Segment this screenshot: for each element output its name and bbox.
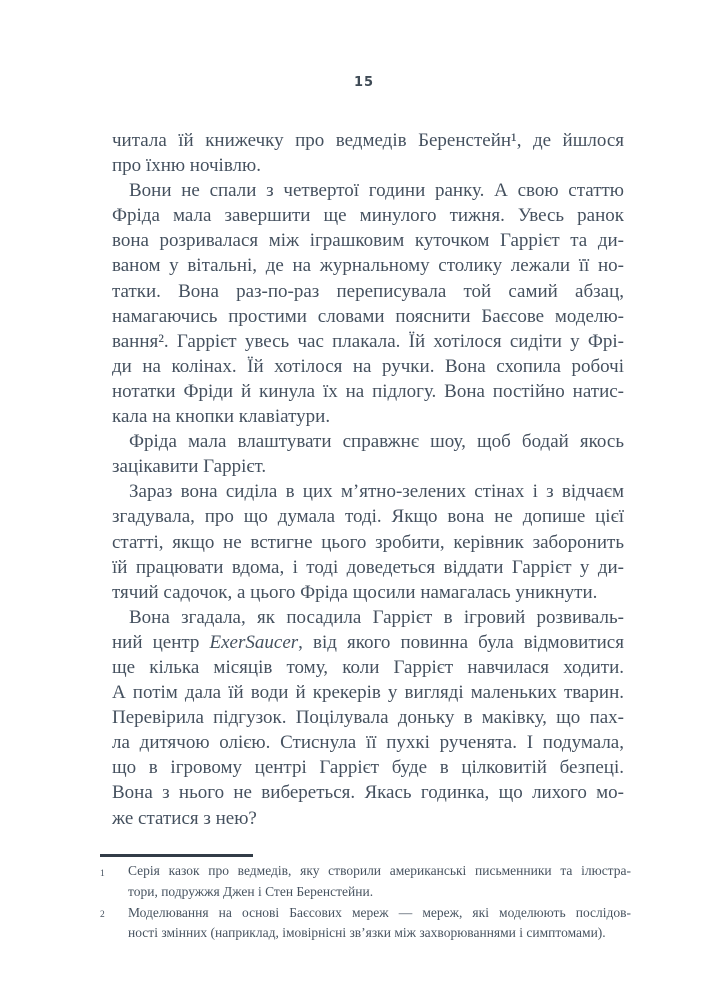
text-line: читала їй книжечку про ведмедів Беренстейн¹, де йшлося bbox=[112, 130, 624, 151]
text-line: А потім дала їй води й крекерів у вигляді маленьких тварин. bbox=[112, 682, 624, 704]
footnote-line: Моделювання на основі Баєсових мереж — мереж, які моделюють послідов- bbox=[128, 904, 631, 920]
footnote-line: ності змінних (наприклад, імовірнісні зв’язки між захворюваннями і симптомами). bbox=[128, 925, 606, 941]
text-line: ла дитячою олією. Стиснула її пухкі рученята. І подумала, bbox=[112, 732, 624, 754]
text-line: Зараз вона сиділа в цих м’ятно-зелених стінах і з відчаєм bbox=[129, 481, 624, 503]
text-line: Вона з нього не вибереться. Якась годинка, що лихого мо- bbox=[112, 782, 624, 804]
text-line: Фріда мала завершити ще минулого тижня. Увесь ранок bbox=[112, 205, 624, 227]
text-line: нотатки Фріди й кинула їх на підлогу. Вона постійно натис- bbox=[112, 380, 624, 402]
footnote-marker: 1 bbox=[100, 868, 105, 879]
text-line: Вона згадала, як посадила Гаррієт в ігровий розвиваль- bbox=[129, 606, 624, 628]
text-line: Фріда мала влаштувати справжнє шоу, щоб бодай якось bbox=[129, 431, 624, 453]
text-line: згадувала, про що думала тоді. Якщо вона не допише цієї bbox=[112, 506, 624, 528]
text-line: Вони не спали з четвертої години ранку. А свою статтю bbox=[129, 180, 624, 202]
text-line: статті, якщо не встигне цього зробити, керівник заборонить bbox=[112, 531, 624, 553]
page-number: 15 bbox=[353, 75, 375, 90]
text-line: зацікавити Гаррієт. bbox=[112, 456, 267, 478]
footnote bbox=[100, 903, 631, 945]
text-line: тячий садочок, а цього Фріда щосили намагалась уникнути. bbox=[112, 581, 598, 603]
footnote-text bbox=[128, 903, 631, 945]
text-line: Перевірила підгузок. Поцілувала доньку в маківку, що пах- bbox=[112, 707, 624, 729]
footnote-line: тори, подружжя Джен і Стен Беренстейни. bbox=[128, 883, 374, 899]
text-line: кала на кнопки клавіатури. bbox=[112, 406, 331, 428]
text-line: ди на колінах. Їй хотілося на ручки. Вона схопила робочі bbox=[112, 355, 624, 377]
text-line: вона розривалася між іграшковим куточком Гаррієт та ди- bbox=[112, 230, 624, 252]
footnote-separator bbox=[100, 854, 253, 857]
text-line: же статися з нею? bbox=[112, 807, 257, 829]
text-line: татки. Вона раз-по-раз переписувала той самий абзац, bbox=[112, 280, 624, 302]
text-line: ний центр ExerSaucer, від якого повинна була відмовитися bbox=[112, 631, 624, 653]
text-line: ще кілька місяців тому, коли Гаррієт навчилася ходити. bbox=[112, 656, 624, 678]
footnote-text bbox=[128, 861, 631, 903]
text-line: про їхню ночівлю. bbox=[112, 155, 261, 177]
footnote bbox=[100, 861, 631, 903]
text-line: вання². Гаррієт увесь час плакала. Їй хотілося сидіти у Фрі- bbox=[112, 330, 624, 352]
footnote-marker: 2 bbox=[100, 910, 105, 921]
footnotes bbox=[100, 861, 631, 944]
body-text bbox=[112, 128, 624, 831]
text-line: їй працювати вдома, і тоді доведеться віддати Гаррієт у ди- bbox=[112, 556, 624, 578]
text-line: намагаючись простими словами пояснити Баєсове моделю- bbox=[112, 305, 624, 327]
text-line: ваном у вітальні, де на журнальному столику лежали її но- bbox=[112, 255, 624, 277]
text-line: що в ігровому центрі Гаррієт буде в цілковитій безпеці. bbox=[112, 757, 624, 779]
footnote-line: Серія казок про ведмедів, яку створили американські письменники та ілюстра- bbox=[128, 863, 631, 878]
